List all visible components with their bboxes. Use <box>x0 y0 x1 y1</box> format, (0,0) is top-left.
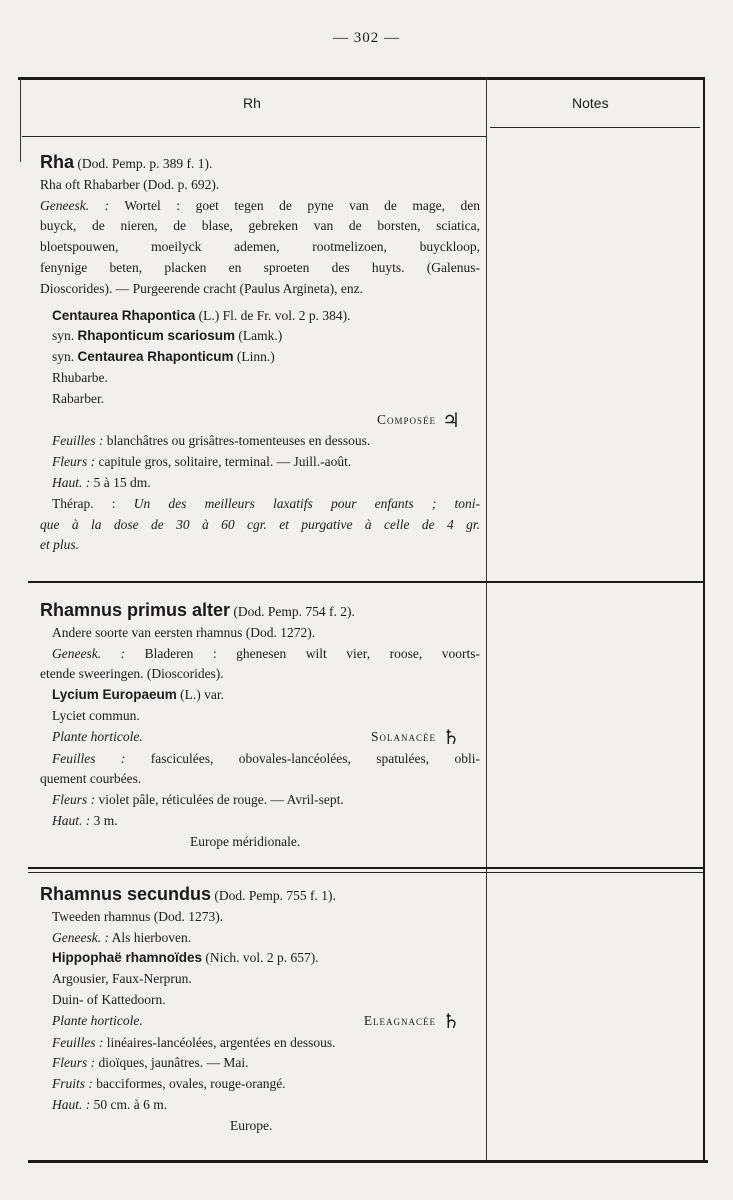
geneesk-label: Geneesk. : <box>52 929 109 945</box>
therap-text: que à la dose de 30 à 60 cgr. et purgative à celle de 4 gr. <box>40 516 480 532</box>
frame-bottom-rule <box>28 1160 708 1163</box>
haut-text: 5 à 15 dm. <box>93 474 151 490</box>
header-rule-right <box>490 127 700 128</box>
column-header-notes: Notes <box>572 95 609 111</box>
entry-alt-name: Rha oft Rhabarber (Dod. p. 692). <box>40 176 220 192</box>
saturn-symbol-icon: ♄ <box>442 1010 460 1033</box>
geneesk-line: etende sweeringen. (Dioscorides). <box>40 666 224 682</box>
species-name: Centaurea Rhapontica <box>52 307 196 323</box>
family-name: Eleagnacée <box>363 1012 437 1028</box>
feuilles-text: linéaires-lancéolées, argentées en dessous. <box>106 1034 336 1050</box>
family-line <box>40 410 480 432</box>
fruits-line <box>40 1074 480 1095</box>
synonym-ref: (Linn.) <box>236 349 275 365</box>
entry-rhamnus-secundus <box>40 884 480 1137</box>
entry-title: Rha <box>40 152 75 172</box>
entry-rha <box>40 152 480 556</box>
entry-title-ref: (Dod. Pemp. 755 f. 1). <box>214 888 336 903</box>
entry-heading <box>40 152 480 175</box>
species-line <box>40 685 480 706</box>
haut-line <box>40 811 480 832</box>
feuilles-line <box>40 431 480 452</box>
synonym-name: Rhaponticum scariosum <box>77 328 236 344</box>
common-name: Lyciet commun. <box>52 707 140 723</box>
syn-prefix: syn. <box>52 349 75 365</box>
feuilles-text: blanchâtres ou grisâtres-tomenteuses en dessous. <box>106 433 371 449</box>
species-name: Lycium Europaeum <box>52 687 177 703</box>
feuilles-line <box>40 1033 480 1054</box>
entry-rhamnus-primus-alter <box>40 600 480 853</box>
entry-heading <box>40 600 480 623</box>
synonym-line <box>40 326 480 347</box>
haut-label: Haut. : <box>52 474 91 490</box>
entry-alt-name: Tweeden rhamnus (Dod. 1273). <box>52 908 224 924</box>
synonym-name: Centaurea Rhaponticum <box>77 349 234 365</box>
fruits-text: bacciformes, ovales, rouge-orangé. <box>96 1076 286 1092</box>
geneesk-line: Dioscorides). — Purgeerende cracht (Paulus Argineta), enz. <box>40 280 364 296</box>
geneesk-line: bloetspouwen, moeilyck ademen, rootmelizoen, buyckloop, <box>40 239 480 255</box>
syn-prefix: syn. <box>52 328 75 344</box>
fleurs-label: Fleurs : <box>52 454 96 470</box>
synonym-ref: (Lamk.) <box>238 328 283 344</box>
haut-text: 50 cm. à 6 m. <box>93 1096 168 1112</box>
feuilles-line <box>40 749 480 770</box>
entry-title: Rhamnus secundus <box>40 884 212 904</box>
saturn-symbol-icon: ♄ <box>442 726 460 749</box>
entry-alt-name: Andere soorte van eersten rhamnus (Dod. 1272). <box>52 624 316 640</box>
fleurs-label: Fleurs : <box>52 1055 96 1071</box>
fleurs-text: dioïques, jaunâtres. — Mai. <box>98 1055 249 1071</box>
geneesk-label: Geneesk. : <box>52 645 126 661</box>
geneesk-text: Wortel : goet tegen de pyne van de mage, den <box>124 197 480 213</box>
entry-separator <box>28 867 705 869</box>
plante-family-line <box>40 727 480 749</box>
entry-title-ref: (Dod. Pemp. 754 f. 2). <box>233 604 355 619</box>
column-divider <box>486 78 487 1162</box>
frame-right-rule <box>703 78 705 1162</box>
therap-line <box>40 535 480 556</box>
region-text: Europe. <box>230 1117 273 1133</box>
fleurs-line <box>40 452 480 473</box>
haut-label: Haut. : <box>52 1096 91 1112</box>
common-name: Rhubarbe. <box>52 369 108 385</box>
entry-title: Rhamnus primus alter <box>40 600 231 620</box>
plante-text: Plante horticole. <box>52 728 143 744</box>
fleurs-text: capitule gros, solitaire, terminal. — Juill.-août. <box>98 454 352 470</box>
species-name: Hippophaë rhamnoïdes <box>52 950 203 966</box>
family-name: Composée <box>377 411 437 427</box>
haut-line <box>40 473 480 494</box>
species-line <box>40 948 480 969</box>
fleurs-line <box>40 790 480 811</box>
common-name: Duin- of Kattedoorn. <box>52 991 166 1007</box>
fruits-label: Fruits : <box>52 1076 93 1092</box>
haut-text: 3 m. <box>93 812 118 828</box>
family-name: Solanacée <box>371 728 437 744</box>
geneesk-line <box>40 928 480 949</box>
geneesk-line <box>40 196 480 217</box>
geneesk-line: buyck, de nieren, de blase, gebreken van de borsten, sciatica, <box>40 218 480 234</box>
species-ref: (L.) Fl. de Fr. vol. 2 p. 384). <box>198 307 351 323</box>
column-header-rh: Rh <box>243 95 261 111</box>
frame-left-rule <box>20 78 21 162</box>
therap-line <box>40 515 480 536</box>
therap-text: et plus. <box>40 537 79 553</box>
feuilles-line: quement courbées. <box>40 771 142 787</box>
fleurs-label: Fleurs : <box>52 792 96 808</box>
geneesk-line: fenynige beten, placken en sproeten des huyts. (Galenus- <box>40 259 480 275</box>
therap-label: Thérap. : <box>52 495 116 511</box>
haut-line <box>40 1095 480 1116</box>
species-ref: (L.) var. <box>180 687 225 703</box>
region-text: Europe méridionale. <box>190 833 301 849</box>
geneesk-text: Bladeren : ghenesen wilt vier, roose, voorts- <box>144 645 480 661</box>
plante-text: Plante horticole. <box>52 1012 143 1028</box>
plante-family-line <box>40 1011 480 1033</box>
fleurs-text: violet pâle, réticulées de rouge. — Avril-sept. <box>98 792 344 808</box>
common-name: Rabarber. <box>52 390 105 406</box>
geneesk-text: Als hierboven. <box>111 929 192 945</box>
species-ref: (Nich. vol. 2 p. 657). <box>205 950 319 966</box>
entry-title-ref: (Dod. Pemp. p. 389 f. 1). <box>77 156 213 171</box>
feuilles-text: fasciculées, obovales-lancéolées, spatulées, obli- <box>150 750 481 766</box>
entry-separator-thin <box>28 872 705 873</box>
common-name: Argousier, Faux-Nerprun. <box>52 971 192 987</box>
therap-line <box>40 494 480 515</box>
geneesk-label: Geneesk. : <box>40 197 110 213</box>
entry-heading <box>40 884 480 907</box>
species-line <box>40 306 480 327</box>
feuilles-label: Feuilles : <box>52 750 126 766</box>
fleurs-line <box>40 1053 480 1074</box>
frame-top-rule <box>18 77 705 80</box>
therap-text: Un des meilleurs laxatifs pour enfants ; toni- <box>133 495 481 511</box>
page-number: — 302 — <box>333 30 400 46</box>
geneesk-line <box>40 644 480 665</box>
entry-separator <box>28 581 705 583</box>
haut-label: Haut. : <box>52 812 91 828</box>
synonym-line <box>40 347 480 368</box>
header-rule-left <box>22 136 486 137</box>
jupiter-symbol-icon: ♃ <box>442 409 460 432</box>
feuilles-label: Feuilles : <box>52 433 104 449</box>
feuilles-label: Feuilles : <box>52 1034 104 1050</box>
